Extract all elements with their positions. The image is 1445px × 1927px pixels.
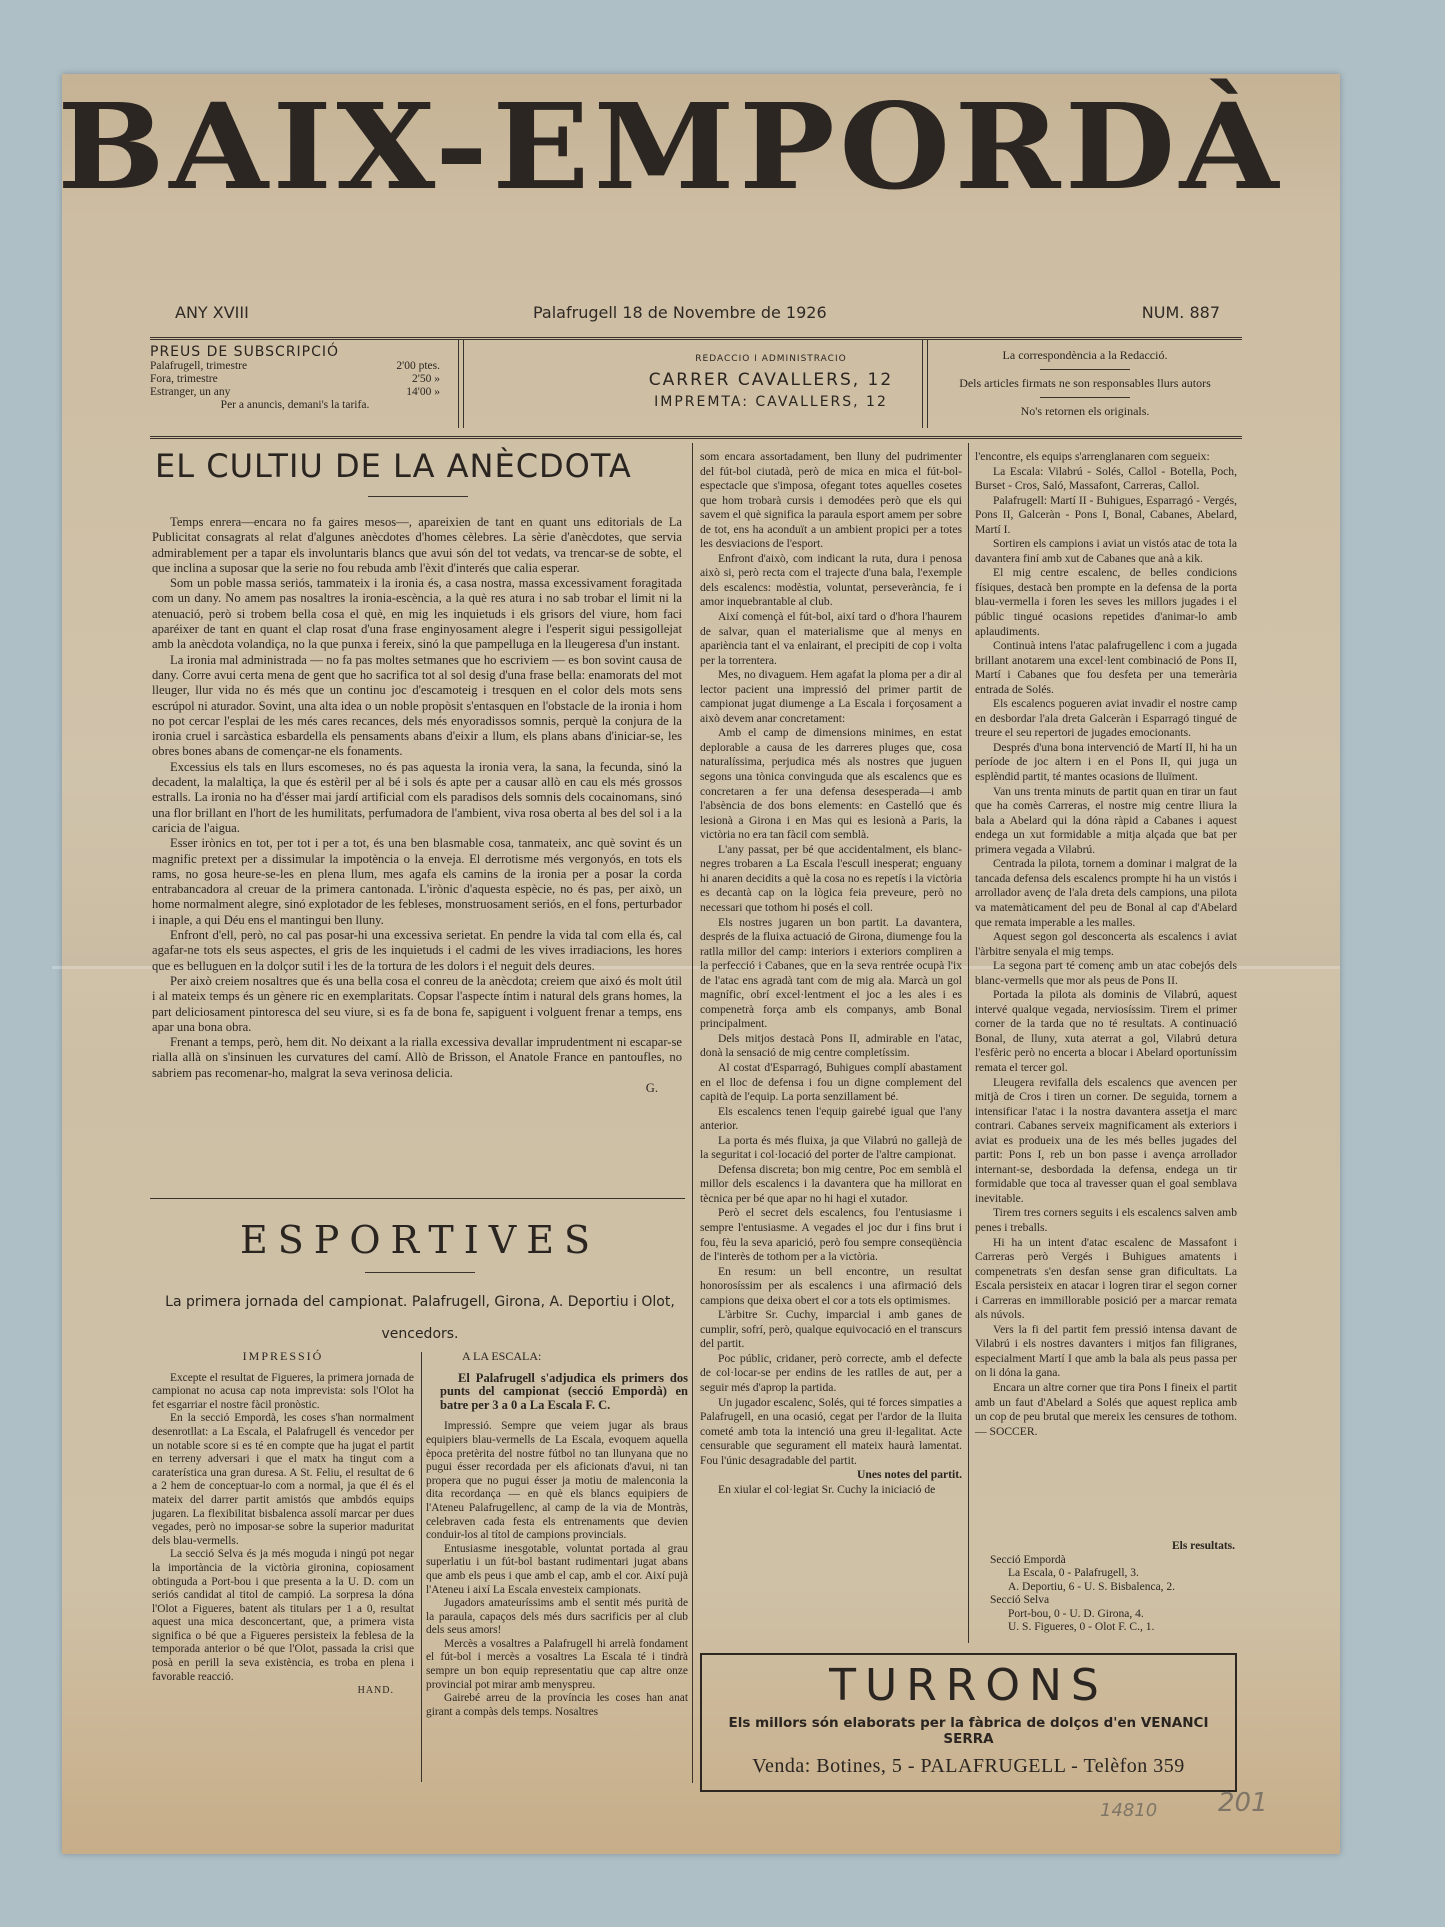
- ad-contact: Venda: Botines, 5 - PALAFRUGELL - Telèfon 359: [752, 1755, 1185, 1777]
- subscription-price: 14'00 »: [406, 386, 440, 398]
- result-row: Port-bou, 0 - U. D. Girona, 4.: [1008, 1607, 1144, 1620]
- place-date: Palafrugell 18 de Novembre de 1926: [533, 303, 827, 322]
- results-section: Secció Empordà: [990, 1553, 1066, 1566]
- paragraph: En la secció Empordà, les coses s'han normalment desenrotllat: a La Escala, el Palafrugell és vencedor per un notable score si es té en compte que ha jugat el partit en terreny adversari i que el matx ha tingut com a caraterística una gran duresa. A St. Feliu, el resultat de 6 a 2 hem de conceptuar-lo com a normal, ja que él és el mateix del darrer partit amistós que ambdós equips jugaren. La flexibilitat bisbalenca assolí marcar per dues vegades, però no imposar-se sobre la superior maduritat dels blau-vermells.: [152, 1412, 414, 1547]
- paragraph: Els nostres jugaren un bon partit. La davantera, després de la fluixa actuació de Girona, diumenge fou la ratlla millor del camp: interiors i exteriors compliren a la perfecció i Cabanes, que en la seva rentrée ocupà l'ix de l'atac ens agradà tant com de mig ala. Marcà un gol magnífic, obrí excel·lentment el joc a les ales i es compenetrà força amb els companys, amb Bonal principalment.: [700, 915, 962, 1031]
- subscription-note: Per a anuncis, demani's la tarifa.: [220, 399, 370, 411]
- paragraph: Centrada la pilota, tornem a dominar i malgrat de la tancada defensa dels escalencs prompte hi ha un vistós i arrollador avenç de l'ala dreta dels campions, una pilota va matemàticament del peu de Bonal al cap d'Abelard que remata imperable a les malles.: [975, 857, 1237, 929]
- impressio-signature: HAND.: [357, 1685, 394, 1697]
- paragraph: Frenant a temps, però, hem dit. No deixant a la rialla excessiva devallar imprudentment ni escapar-se rialla allà on s'insinuen les curvatures del camí. Allò de Brisson, el Anatole France en pantoufles, no sabriem pas recomenar-ho, malgrat la seva verinosa delicia.: [152, 1035, 682, 1080]
- escala-lead: El Palafrugell s'adjudica els primers dos punts del campionat (secció Empordà) en batre per 3 a 0 a La Escala F. C.: [440, 1370, 688, 1412]
- paragraph: Aquest segon gol desconcerta als escalencs i aviat l'àrbitre senyala el mig temps.: [975, 930, 1237, 958]
- paragraph: En xiular el col·legiat Sr. Cuchy la iniciació de: [718, 1482, 936, 1496]
- subscription-row: [150, 360, 440, 373]
- result-row: A. Deportiu, 6 - U. S. Bisbalenca, 2.: [1008, 1580, 1176, 1593]
- paragraph: El mig centre escalenc, de belles condicions físiques, destacà ben prompte en la defensa de la porta blau-vermella i foren les seves les millors jugades i el públic tingué ocasions repetides d'animar-lo amb aplaudiments.: [975, 566, 1237, 638]
- paragraph: Gairebé arreu de la província les coses han anat girant a compàs dels temps. Nosaltres: [426, 1692, 688, 1718]
- impressio-heading: IMPRESSIÓ: [242, 1349, 324, 1363]
- paragraph: Els escalencs tenen l'equip gairebé igual que l'any anterior.: [700, 1104, 962, 1133]
- paragraph: Per això creiem nosaltres que és una bella cosa el conreu de la anècdota; creiem que aixó és molt útil i al mateix temps és un gènere ric en exemplaritats. Copsar l'aspecte íntim i natural dels grans homes, la part deliciosament pintoresca del seu viure, si es fa de bona fe, sapiguent i volguent frenar a temps, ens apar una bona obra.: [152, 973, 682, 1034]
- notice-text: Dels articles firmats ne son responsables llurs autors: [959, 376, 1211, 390]
- paragraph: Van uns trenta minuts de partit quan en tirar un faut que ha comès Carreras, el nostre mig centre lliura la bala a Abelard qui la dóna ràpid a Cabanes i aquest endega un xut formidable a mitja alçada que bat per primera vegada a Vilabrú.: [975, 784, 1237, 856]
- notice-text: No's retornen els originals.: [1020, 404, 1150, 418]
- paragraph: l'encontre, els equips s'arrenglanaren com segueix:: [975, 450, 1210, 463]
- paragraph: Però el secret dels escalencs, fou l'entusiasme i sempre l'entusiasme. A vegades el joc dur i fins brut i fou, fèu la seva aparició, però fou sempre conseqüència de l'interès de tothom per a la victòria.: [700, 1206, 962, 1264]
- printing-address: IMPREMTA: CAVALLERS, 12: [654, 394, 888, 410]
- paragraph: Els escalencs pogueren aviat invadir el nostre camp en desbordar l'ala dreta Galceràn i Esparragó tingué de treure el seu repertori de jugades emocionants.: [975, 697, 1237, 740]
- issue-number: NUM. 887: [1141, 303, 1220, 322]
- column-divider: [968, 443, 969, 1643]
- paragraph: Poc públic, cridaner, però correcte, amb el defecte de col·locar-se per endins de les ratlles de aut, per a seguir més d'aprop la partida.: [700, 1351, 962, 1394]
- paragraph: Dels mitjos destacà Pons II, admirable en l'atac, donà la sensació de mig centre completíssim.: [700, 1031, 962, 1060]
- notice-separator: [1040, 397, 1130, 398]
- header-divider: [458, 340, 464, 428]
- paragraph: L'àrbitre Sr. Cuchy, imparcial i amb ganes de cumplir, sofrí, però, qualque equivocació en el transcurs del partit.: [700, 1308, 962, 1351]
- escala-column: [426, 1350, 688, 1719]
- paragraph: Excepte el resultat de Figueres, la primera jornada de campionat no acusa cap nota imprevista: sols l'Olot ha fet esgarriar el nostre fàcil pronòstic.: [152, 1371, 414, 1411]
- handwritten-note: 201: [1218, 1788, 1268, 1818]
- masthead-meta: [175, 303, 1220, 327]
- notice-text: La correspondència a la Redacció.: [1002, 348, 1168, 362]
- paragraph: Amb el camp de dimensions minimes, en estat deplorable a causa de les darreres pluges que, cosa naturalíssima, perjudica més als nostres que juguen segons una tònica convinguda que als escalencs que es concretaren a fer una defensa desesperada—i amb l'absència de dos bons elements: en Castelló que és lesionà a Girona i en Mas qui es lesionà a Paris, la victòria no era tan fàcil com semblà.: [700, 726, 962, 842]
- subscription-price: 2'00 ptes.: [396, 360, 440, 372]
- results-box: [980, 1540, 1235, 1635]
- notes-heading: Unes notes del partit.: [857, 1468, 962, 1482]
- paragraph: Mes, no divaguem. Hem agafat la ploma per a dir al lector pacient una impressió del primer partit de campionat jugat diumenge a La Escala i forçosament a això devem anar concretament:: [700, 668, 962, 725]
- paragraph: Defensa discreta; bon mig centre, Poc em semblà el millor dels escalencs i la davantera que ha millorat en tècnica per bé que apar no hi hagi el xutador.: [700, 1162, 962, 1205]
- administration-label: REDACCIO I ADMINISTRACIO: [695, 354, 847, 364]
- impressio-column: [152, 1350, 414, 1698]
- paragraph: Jugadors amateuríssims amb el sentit més purità de la paraula, capaços dels més durs sacrificis per al club dels seus amors!: [426, 1597, 688, 1637]
- middle-column: [700, 450, 962, 1497]
- paragraph: Vers la fi del partit fem pressió intensa davant de Vilabrú i els nostres davanters i mitjos fan filigranes, especialment Martí I que amb la bala als peus passa per on li dóna la gana.: [975, 1322, 1237, 1380]
- header-info-box: [150, 337, 1242, 439]
- paragraph: Encara un altre corner que tira Pons I fineix el partit amb un faut d'Abelard a Solés que aquest replica amb un cop de peu brutal que mereix les censures de tothom. — SOCCER.: [975, 1381, 1237, 1438]
- section-rule: [150, 1198, 685, 1199]
- paragraph: Un jugador escalenc, Solés, qui té forces simpaties a Palafrugell, en una ocasió, cegat per l'ardor de la lluita cometé amb tota la intenció una greu il·legalitat. Acte censurable que segurament ell mateix haurà lamentat. Fou l'únic desagradable del partit.: [700, 1395, 962, 1467]
- subscription-title: PREUS DE SUBSCRIPCIÓ: [150, 344, 340, 360]
- paragraph: Excessius els tals en llurs escomeses, no és pas aquesta la ironia vera, la sana, la fecunda, sinó la decadent, la malaltiça, la que és estèril per al bé i sols és apte per a causar allò en cau els més grossos estralls. La ironia no ha d'ésser mai jardí artificial com els paradisos dels somnis dels cocainomans, sinó una flor brillant en l'hort de les humilitats, perfumadora de l'ambient, viva rosa oberta al bes del sol i a la caricia de l'aigua.: [152, 759, 682, 835]
- header-divider: [922, 340, 928, 428]
- result-row: La Escala, 0 - Palafrugell, 3.: [1008, 1567, 1139, 1579]
- paragraph: Som un poble massa seriós, tammateix i la ironia és, a casa nostra, massa excessivament foragitada com un dany. No amem pas nosaltres la ironia-escència, a la què res atura i no sab trobar el limit ni la atenuació, però si trobem bella cosa el què, en mig les inquietuds i els grisors del viure, hom faci aparéixer de tant en quant el clap rosat d'una frase enginyosament alegre i l'esperit sigui pessigollejat amb la anècdota volandiça, no la que punxa i fereix, sinó la que pampelluga en la lleugeresa d'un instant.: [152, 576, 682, 652]
- subscription-box: [150, 344, 455, 424]
- paragraph: L'any passat, per bé que accidentalment, els blanc-negres trobaren a La Escala l'escull inesperat; enguany hi anaren decidits a què la cosa no es repetís i la victòria es decantà cap on la lògica feia preveure, però no necessari que tothom hi posés el coll.: [700, 842, 962, 914]
- notices-box: [930, 348, 1240, 428]
- sports-title: ESPORTIVES: [239, 1218, 600, 1262]
- subscription-row: [150, 386, 440, 399]
- administration-address: CARRER CAVALLERS, 12: [648, 370, 894, 390]
- subscription-price: 2'50 »: [412, 373, 440, 385]
- paragraph: Impressió. Sempre que veiem jugar als braus equipiers blau-vermells de La Escala, evoquem aquella època pretèrita del nostre fútbol no tan llunyana que no pugui ésser recordada per els aficionats d'avui, ni tan propera que no pugui ésser ja motiu de malenconia la dita recordança — en què els blancs equipiers de l'Ateneu Palafrugellenc, al camp de la via de Montràs, celebraven cada festa els entrenaments que devien conduir-los al títol de campions provincials.: [426, 1420, 688, 1542]
- article-body: [152, 515, 682, 1096]
- subscription-label: Fora, trimestre: [150, 373, 218, 385]
- ad-title: TURRONS: [829, 1660, 1108, 1711]
- paragraph: Entusiasme inesgotable, voluntat portada al grau superlatiu i un fút-bol bastant rudimentari jugat abans que amb els peus i que amb el cap, amb el cor. Així pujà l'Ateneu i així La Escala envesteix campionats.: [426, 1542, 688, 1596]
- subscription-label: Palafrugell, trimestre: [150, 360, 248, 372]
- paragraph: Continuà intens l'atac palafrugellenc i com a jugada brillant anotarem una excel·lent combinació de Pons II, Martí i Cabanes que fou desfeta per una temerària entrada de Solés.: [975, 639, 1237, 696]
- sports-subtitle: La primera jornada del campionat. Palafrugell, Girona, A. Deportiu i Olot, vencedors.: [165, 1294, 675, 1342]
- ad-tagline: Els millors són elaborats per la fàbrica de dolços d'en VENANCI SERRA: [728, 1715, 1209, 1747]
- paragraph: La porta és més fluixa, ja que Vilabrú no gallejà de la seguritat i col·locació del porter de l'altre campionat.: [700, 1133, 962, 1162]
- column-divider: [692, 443, 693, 1783]
- paragraph: Hi ha un intent d'atac escalenc de Massafont i Carreras però Vergés i Buhigues amatents i compenetrats s'en desfan sense gran dificultats. La Escala persisteix en atacar i logren tirar el segon corner i Carreras en immillorable posició per a marcar remata als núvols.: [975, 1235, 1237, 1322]
- article-title: EL CULTIU DE LA ANÈCDOTA: [155, 447, 632, 485]
- results-section: Secció Selva: [990, 1594, 1050, 1606]
- paragraph: Lleugera revifalla dels escalencs que avencen per mitjà de Cros i tiren un corner. De seguida, tornem a intensificar l'atac i la nostra davantera assetja el marc contrari. Cabanes serveix magnificament als exteriors i aviat es produeix una de les més belles jugades del partit: Pons I, reb un bon passe i avença arrollador internant-se, desbordada la defensa, endega un tir formidable que toca al travesser quan el goal semblava inevitable.: [975, 1075, 1237, 1205]
- lineup-la-escala: La Escala: Vilabrú - Solés, Callol - Botella, Poch, Burset - Cros, Saló, Massafont, Carreras, Callol.: [975, 464, 1237, 493]
- year-label: ANY XVIII: [175, 303, 249, 322]
- paragraph: Enfront d'això, com indicant la ruta, dura i penosa això si, però recta com el trajecte d'una bala, l'exemple dels escalencs: modèstia, voluntat, perseverància, fe i amor inquebrantable al club.: [700, 551, 962, 609]
- paragraph: Després d'una bona intervenció de Martí II, hi ha un període de joc altern i en el Pons II, qui juga un esplèndid partit, té mantes ocasions de lluïment.: [975, 740, 1237, 784]
- paragraph: Així començà el fút-bol, així tard o d'hora l'haurem de salvar, quan el materialisme que al menys en apariència tant el va enlairant, el precipiti de cop i volta per la torrentera.: [700, 610, 962, 667]
- paragraph: Mercès a vosaltres a Palafrugell hi arrelà fondament el fút-bol i mercès a vosaltres La Escala té i tindrà sempre un bon equip representatiu que cap altre onze provincial pot mirar amb menyspreu.: [426, 1637, 688, 1691]
- column-divider: [421, 1352, 422, 1782]
- paragraph: Enfront d'ell, però, no cal pas posar-hi una excessiva serietat. En pendre la vida tal com ella és, cal agafar-ne tots els seus aspectes, el gris de les inquietuds i el cadmi de les vives irradiacions, les hores que es belluguen en la dolçor sutil i les de la tortura de les dolors i el neguit dels deures.: [152, 928, 682, 973]
- paragraph: La secció Selva és ja més moguda i ningú pot negar la importància de la victòria gironina, copiosament obtinguda a Port-bou i que presenta a la U. D. com un seriós candidat al titol de campió. La sorpresa la dóna l'Olot a Figueres, batent als titulars per 1 a 0, resultat aquest una mica desconcertant, que, a primera vista significa o bé que a Figueres persisteix la feblesa de la temporada anterior o bé que l'Olot, passada la crisi que posà en perill la seva existència, es troba en plena i favorable reacció.: [152, 1548, 414, 1683]
- notice-separator: [1040, 369, 1130, 370]
- paragraph: La ironia mal administrada — no fa pas moltes setmanes que ho escriviem — es bon sovint causa de dany. Corre avui certa mena de gent que ho sacrifica tot al sol desig d'una frase bella: enamorats del mot lleuger, llur vida no és més que un continu joc d'escamoteig i tresquen en el color dels mots sens escrúpol ni aturador. Sovint, una alta idea o un noble propòsit s'entasquen en l'obstacle de la ironia i hom no pot cercar l'esplai de les més cares recances, dels més enyoradissos somnis, perquè la conjura de la ironia cruel i sarcàstica esbardella els pensaments abans d'eixir a llum, els plans abans d'iniciar-se, les obres bones abans de començar-ne els fonaments.: [152, 652, 682, 759]
- right-column: [975, 450, 1237, 1439]
- handwritten-note: 14810: [1100, 1800, 1158, 1821]
- paragraph: Sortiren els campions i aviat un vistós atac de tota la davantera finí amb xut de Cabanes que anà a kik.: [975, 537, 1237, 565]
- paragraph: Al costat d'Esparragó, Buhigues complí abastament en el lloc de defensa i fou un digne complement del capità de l'equip. La porta senzillament bé.: [700, 1060, 962, 1104]
- paragraph: Portada la pilota als dominis de Vilabrú, aquest intervé qualque vegada, nerviosíssim. Tirem el primer corner de la tarda que no té resultats. A continuació Bonal, de lluny, xuta aterrat a gol, Vilabrú detura l'esfèric però no encerta a blocar i Abelard oportuníssim remata el tercer gol.: [975, 988, 1237, 1074]
- turrons-advertisement: [700, 1653, 1237, 1792]
- paragraph: Tirem tres corners seguits i els escalencs salven amb penes i treballs.: [975, 1206, 1237, 1234]
- results-heading: Els resultats.: [1171, 1540, 1235, 1552]
- paragraph: Esser irònics en tot, per tot i per a tot, és una ben blasmable cosa, tanmateix, anc què sovint és un magnific pretext per a dissimular la impotència o la enveja. El derrotisme més vergonyós, en tots els rams, no gosa heure-se-les en plena llum, mes agafa els camins de la ironia per a posar la corda entrabancadora al creuar de la primera cantonada. L'irònic d'aquesta espècie, no és pas, per això, un home normalment alegre, sinó explotador de les febleses, monstruosament seriós, en el fons, perturbador i inaple, a qui Déu ens el mantingui ben lluny.: [152, 836, 682, 927]
- paragraph: En resum: un bell encontre, un resultat honorosíssim per als escalencs i una afirmació dels campions que deixa obert el cor a tots els optimismes.: [700, 1264, 962, 1307]
- paragraph: La segona part té començ amb un atac cobejós dels blanc-vermells que mor als peus de Pons II.: [975, 959, 1237, 987]
- subscription-row: [150, 373, 440, 386]
- escala-heading: A LA ESCALA:: [462, 1349, 542, 1363]
- article-signature: G.: [645, 1080, 658, 1095]
- title-rule: [365, 1272, 475, 1273]
- subscription-label: Estranger, un any: [150, 386, 231, 398]
- paragraph: som encara assortadament, ben lluny del pudrimenter del fút-bol ciutadà, però de mica en mica el fút-bol-espectacle que s'imposa, ofegant totes aquelles cosetes que hom trobarà cursis i demodées però que els qui savem el què significa la paraula esport amem per sobre de tot, ens ha aconduït a un ambient propici per a totes les desviacions de l'esport.: [700, 450, 962, 551]
- lineup-palafrugell: Palafrugell: Martí II - Buhigues, Esparragó - Vergés, Pons II, Galceràn - Pons I, Bonal, Cabanes, Abelard, Martí I.: [975, 493, 1237, 536]
- result-row: U. S. Figueres, 0 - Olot F. C., 1.: [1008, 1621, 1155, 1633]
- paragraph: Temps enrera—encara no fa gaires mesos—, apareixien de tant en quant uns editorials de La Publicitat consagrats al relat d'algunes anècdotes d'homes cèlebres. La sèrie d'anècdotes, que servia admirablement per a tapar els involuntaris blancs que avui són del tot vedats, va trencar-se de sobte, el que inclina a suposar que la serie no fou rebuda amb l'èxit d'interés que calia esperar.: [152, 515, 682, 575]
- title-rule: [368, 496, 468, 497]
- masthead-title: BAIX-EMPORDÀ: [57, 77, 1283, 216]
